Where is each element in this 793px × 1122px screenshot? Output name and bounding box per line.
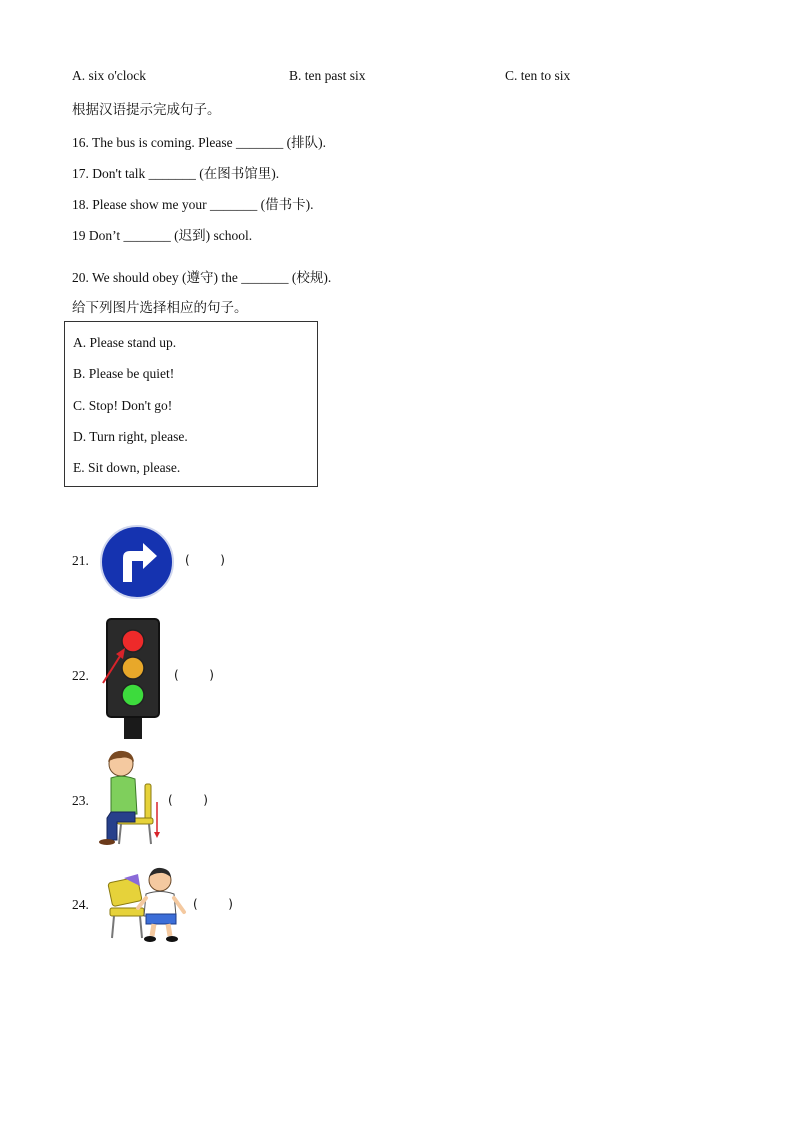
choice-d: D. Turn right, please. [73, 429, 188, 444]
picture-23-number: 23. [72, 793, 89, 808]
answer-blank-24[interactable]: ( ) [193, 897, 233, 911]
boy-standing-up-icon [104, 864, 188, 944]
boy-sitting-down-icon [95, 748, 163, 848]
picture-24-number: 24. [72, 897, 89, 912]
question-17: 17. Don't talk _______ (在图书馆里). [72, 166, 280, 181]
choice-b: B. Please be quiet! [73, 366, 175, 381]
question-16: 16. The bus is coming. Please _______ (排队). [72, 135, 326, 150]
option-a: A. six o'clock [72, 68, 147, 83]
question-18: 18. Please show me your _______ (借书卡). [72, 197, 314, 212]
option-c: C. ten to six [505, 68, 571, 83]
section-title-match-pictures: 给下列图片选择相应的句子。 [72, 300, 248, 316]
picture-21-number: 21. [72, 553, 89, 568]
choices-box [64, 321, 318, 487]
question-19: 19 Don’t _______ (迟到) school. [72, 228, 253, 243]
answer-blank-22[interactable]: ( ) [174, 668, 214, 682]
answer-blank-21[interactable]: ( ) [185, 553, 225, 567]
picture-22-number: 22. [72, 668, 89, 683]
section-title-fill-in: 根据汉语提示完成句子。 [72, 102, 221, 118]
turn-right-sign-icon [99, 524, 175, 600]
question-20: 20. We should obey (遵守) the _______ (校规). [72, 270, 332, 285]
option-b: B. ten past six [289, 68, 366, 83]
choice-c: C. Stop! Don't go! [73, 398, 173, 413]
answer-blank-23[interactable]: ( ) [168, 793, 208, 807]
choice-e: E. Sit down, please. [73, 460, 181, 475]
choice-a: A. Please stand up. [73, 335, 177, 350]
traffic-light-icon [100, 617, 164, 741]
